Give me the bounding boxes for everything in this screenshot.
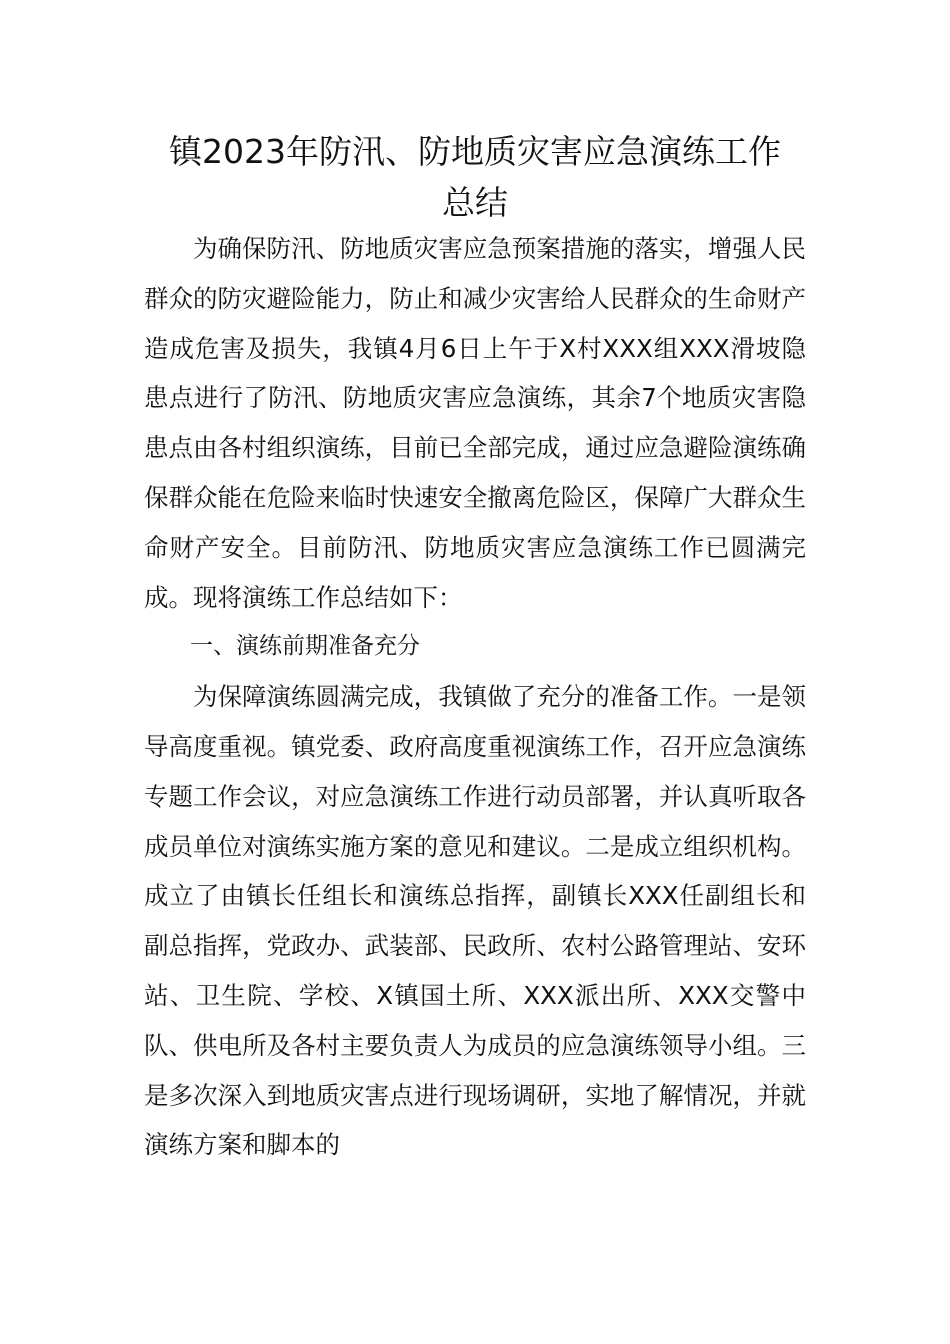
- section-heading-1: 一、演练前期准备充分: [190, 633, 420, 660]
- intro-paragraph: 为确保防汛、防地质灾害应急预案措施的落实，增强人民群众的防灾避险能力，防止和减少灾害给人民群众的生命财产造成危害及损失，我镇4月6日上午于X村XXX组XXX滑坡隐患点进行了防汛、防地质灾害应急演练，其余7个地质灾害隐患点由各村组织演练，目前已全部完成，通过应急避险演练确保群众能在危险来临时快速安全撤离危险区，保障广大群众生命财产安全。目前防汛、防地质灾害应急演练工作已圆满完成。现将演练工作总结如下：: [144, 234, 806, 612]
- section-1-paragraph: 为保障演练圆满完成，我镇做了充分的准备工作。一是领导高度重视。镇党委、政府高度重视演练工作，召开应急演练专题工作会议，对应急演练工作进行动员部署，并认真听取各成员单位对演练实施方案的意见和建议。二是成立组织机构。成立了由镇长任组长和演练总指挥，副镇长XXX任副组长和副总指挥，党政办、武装部、民政所、农村公路管理站、安环站、卫生院、学校、X镇国土所、XXX派出所、XXX交警中队、供电所及各村主要负责人为成员的应急演练领导小组。三是多次深入到地质灾害点进行现场调研，实地了解情况，并就演练方案和脚本的: [144, 682, 806, 1160]
- document-title-line-1: 镇2023年防汛、防地质灾害应急演练工作: [169, 132, 781, 171]
- document-title-line-2: 总结: [442, 183, 508, 222]
- document-body: [144, 224, 806, 1170]
